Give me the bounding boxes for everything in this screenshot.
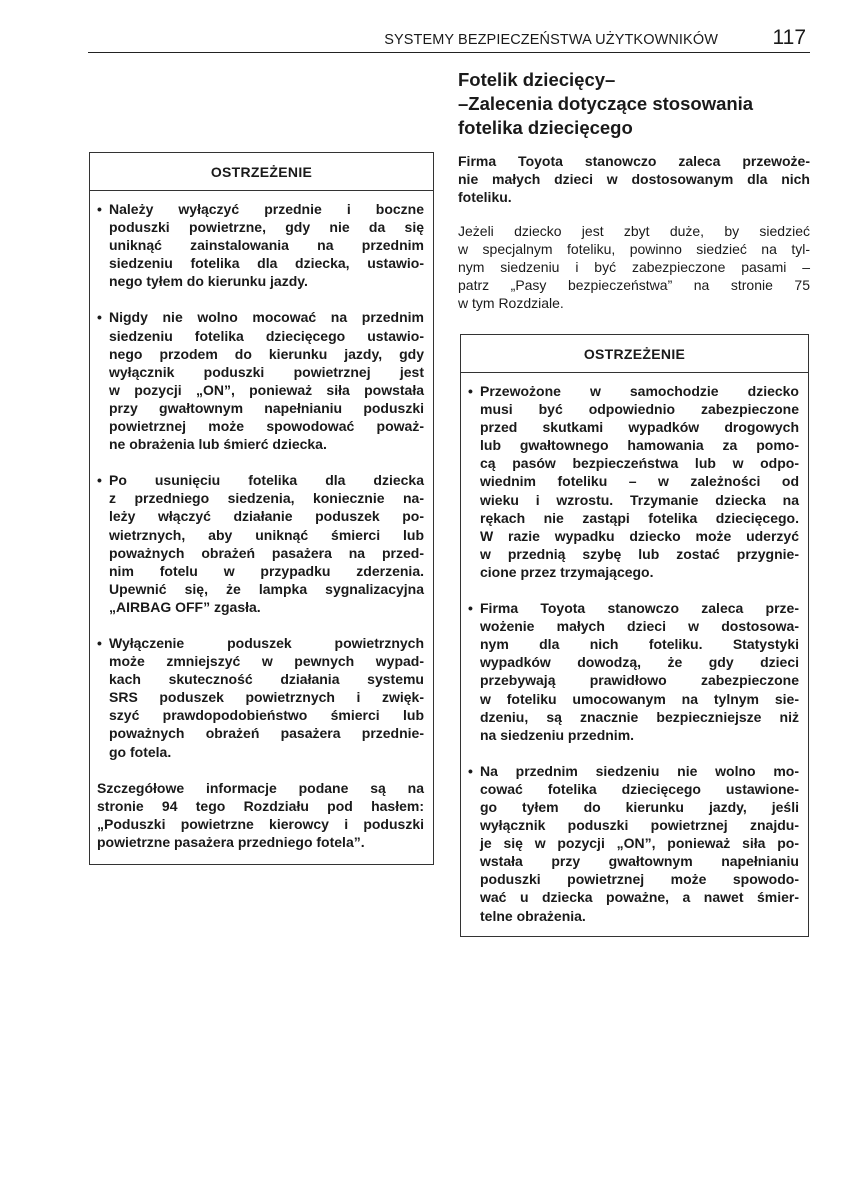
- bullet-icon: •: [97, 309, 102, 326]
- text-line: patrz „Pasy bezpieczeństwa” na stronie 75: [458, 277, 810, 293]
- warning-bullet: [468, 762, 799, 925]
- bullet-icon: •: [97, 634, 102, 651]
- warning-body: [90, 200, 433, 851]
- text-line: cione przez trzymającego.: [480, 563, 654, 580]
- text-line: poduszki powietrznej może spowodo-: [480, 871, 799, 888]
- text-line: w specjalnym foteliku, powinno siedzieć na tyl-: [458, 241, 810, 257]
- text-line: Na przednim siedzeniu nie wolno mo-: [480, 762, 799, 779]
- text-line: może zmniejszyć w pewnych wypad-: [109, 653, 424, 670]
- text-line: kach skuteczność działania systemu: [109, 671, 424, 688]
- text-line: W razie wypadku dziecko może uderzyć: [480, 527, 799, 544]
- bullet-icon: •: [468, 600, 473, 617]
- text-line: wietrznych, aby uniknąć śmierci lub: [109, 526, 424, 543]
- text-line: wać u dziecka poważne, a nawet śmier-: [480, 889, 799, 906]
- text-line: w przednią szybę lub zostać przygnie-: [480, 545, 799, 562]
- text-line: w pozycji „ON”, ponieważ siła powstała: [109, 381, 424, 398]
- text-line: szyć prawdopodobieństwo śmierci lub: [109, 707, 424, 724]
- text-line: Należy wyłączyć przednie i boczne: [109, 201, 424, 217]
- text-line: Po usunięciu fotelika dla dziecka: [109, 472, 424, 489]
- text-line: musi być odpowiednio zabezpieczone: [480, 401, 799, 418]
- text-line: nym siedzeniu i być zabezpieczone pasami –: [458, 259, 810, 275]
- warning-bullet: [97, 634, 424, 761]
- text-line: nie małych dzieci w dostosowanym dla nich: [458, 171, 810, 187]
- text-line: stronie 94 tego Rozdziału pod hasłem:: [97, 797, 424, 814]
- warning-heading: OSTRZEŻENIE: [90, 153, 433, 191]
- text-line: wstała przy gwałtownym napełnianiu: [480, 853, 799, 870]
- text-line: Nigdy nie wolno mocować na przednim: [109, 309, 424, 326]
- text-line: przed skutkami wypadków drogowych: [480, 419, 799, 436]
- header-title: SYSTEMY BEZPIECZEŃSTWA UŻYTKOWNIKÓW: [384, 32, 718, 48]
- text-line: nego tyłem do kierunku jazdy.: [109, 273, 308, 290]
- text-line: ne obrażenia lub śmierć dziecka.: [109, 436, 327, 453]
- text-line: na siedzeniu przednim.: [480, 726, 635, 743]
- text-line: „Poduszki powietrzne kierowcy i poduszki: [97, 815, 424, 832]
- warning-body: [461, 382, 808, 925]
- text-line: „AIRBAG OFF” zgasła.: [109, 598, 261, 615]
- text-line: wożenie małych dzieci w dostosowa-: [480, 618, 799, 635]
- page-number: 117: [772, 26, 806, 49]
- text-line: poważnych obrażeń pasażera na przed-: [109, 544, 424, 561]
- section-title-line: –Zalecenia dotyczące stosowania: [458, 93, 754, 114]
- text-line: powietrznej może spowodować poważ-: [109, 418, 424, 435]
- text-line: poważnych obrażeń pasażera przednie-: [109, 725, 424, 742]
- warning-bullet: [97, 308, 424, 453]
- warning-bullet: [97, 200, 424, 290]
- text-line: siedzeniu fotelika dla dziecka, ustawio-: [109, 255, 424, 272]
- text-line: dzeniu, są znacznie bezpieczniejsze niż: [480, 708, 799, 725]
- right-warning-box: [460, 334, 809, 937]
- bullet-icon: •: [97, 201, 102, 217]
- text-line: foteliku.: [458, 189, 512, 205]
- text-line: Upewnić się, że lampka sygnalizacyjna: [109, 580, 424, 597]
- section-title-line: Fotelik dziecięcy–: [458, 69, 616, 90]
- text-line: w tym Rozdziale.: [458, 295, 564, 311]
- running-header: [88, 22, 810, 53]
- text-line: go fotela.: [109, 743, 172, 760]
- text-line: je się w pozycji „ON”, ponieważ siła po-: [480, 835, 799, 852]
- text-line: rękach nie zastąpi fotelika dziecięcego.: [480, 509, 799, 526]
- warning-bullet: [97, 471, 424, 616]
- bullet-icon: •: [97, 472, 102, 489]
- intro-bold-paragraph: [458, 152, 810, 206]
- text-line: go tyłem do kierunku jazdy, jeśli: [480, 798, 799, 815]
- warning-closing-note: [97, 779, 424, 851]
- bullet-icon: •: [468, 383, 473, 399]
- text-line: Szczegółowe informacje podane są na: [97, 779, 424, 796]
- left-warning-box: [89, 152, 434, 865]
- warning-heading: OSTRZEŻENIE: [461, 335, 808, 373]
- text-line: siedzeniu fotelika dziecięcego ustawio-: [109, 327, 424, 344]
- text-line: powietrzne pasażera przedniego fotela”.: [97, 833, 365, 850]
- text-line: nego przodem do kierunku jazdy, gdy: [109, 345, 424, 362]
- text-line: z przedniego siedzenia, koniecznie na-: [109, 490, 424, 507]
- text-line: wieku i wzrostu. Trzymanie dziecka na: [480, 491, 799, 508]
- bullet-icon: •: [468, 762, 473, 779]
- text-line: leży włączyć działanie poduszek po-: [109, 508, 424, 525]
- text-line: Wyłączenie poduszek powietrznych: [109, 634, 424, 651]
- text-line: w foteliku umocowanym na tylnym sie-: [480, 690, 799, 707]
- text-line: nim fotelu w przypadku zderzenia.: [109, 562, 424, 579]
- text-line: cować fotelika dziecięcego ustawione-: [480, 780, 799, 797]
- text-line: lub gwałtownego hamowania za pomo-: [480, 437, 799, 454]
- section-title: [458, 68, 818, 140]
- warning-bullet: [468, 382, 799, 581]
- text-line: wypadków dowodzą, że gdy dzieci: [480, 654, 799, 671]
- text-line: nym dla nich foteliku. Statystyki: [480, 636, 799, 653]
- section-title-line: fotelika dziecięcego: [458, 117, 633, 138]
- text-line: przebywają prawidłowo zabezpieczone: [480, 672, 799, 689]
- text-line: poduszki powietrzne, gdy nie da się: [109, 219, 424, 236]
- text-line: cą pasów bezpieczeństwa lub w odpo-: [480, 455, 799, 472]
- intro-paragraph: [458, 222, 810, 312]
- text-line: SRS poduszek powietrznych i zwięk-: [109, 689, 424, 706]
- text-line: wyłącznik poduszki powietrznej znajdu-: [480, 817, 799, 834]
- warning-bullet: [468, 599, 799, 744]
- text-line: Firma Toyota stanowczo zaleca prze-: [480, 600, 799, 617]
- text-line: wiednim foteliku – w zależności od: [480, 473, 799, 490]
- text-line: wyłącznik poduszki powietrznej jest: [109, 363, 424, 380]
- text-line: Jeżeli dziecko jest zbyt duże, by siedzieć: [458, 223, 810, 239]
- text-line: telne obrażenia.: [480, 907, 586, 924]
- text-line: przy gwałtownym napełnianiu poduszki: [109, 399, 424, 416]
- text-line: uniknąć zainstalowania na przednim: [109, 237, 424, 254]
- text-line: Przewożone w samochodzie dziecko: [480, 383, 799, 399]
- text-line: Firma Toyota stanowczo zaleca przewoże-: [458, 153, 810, 169]
